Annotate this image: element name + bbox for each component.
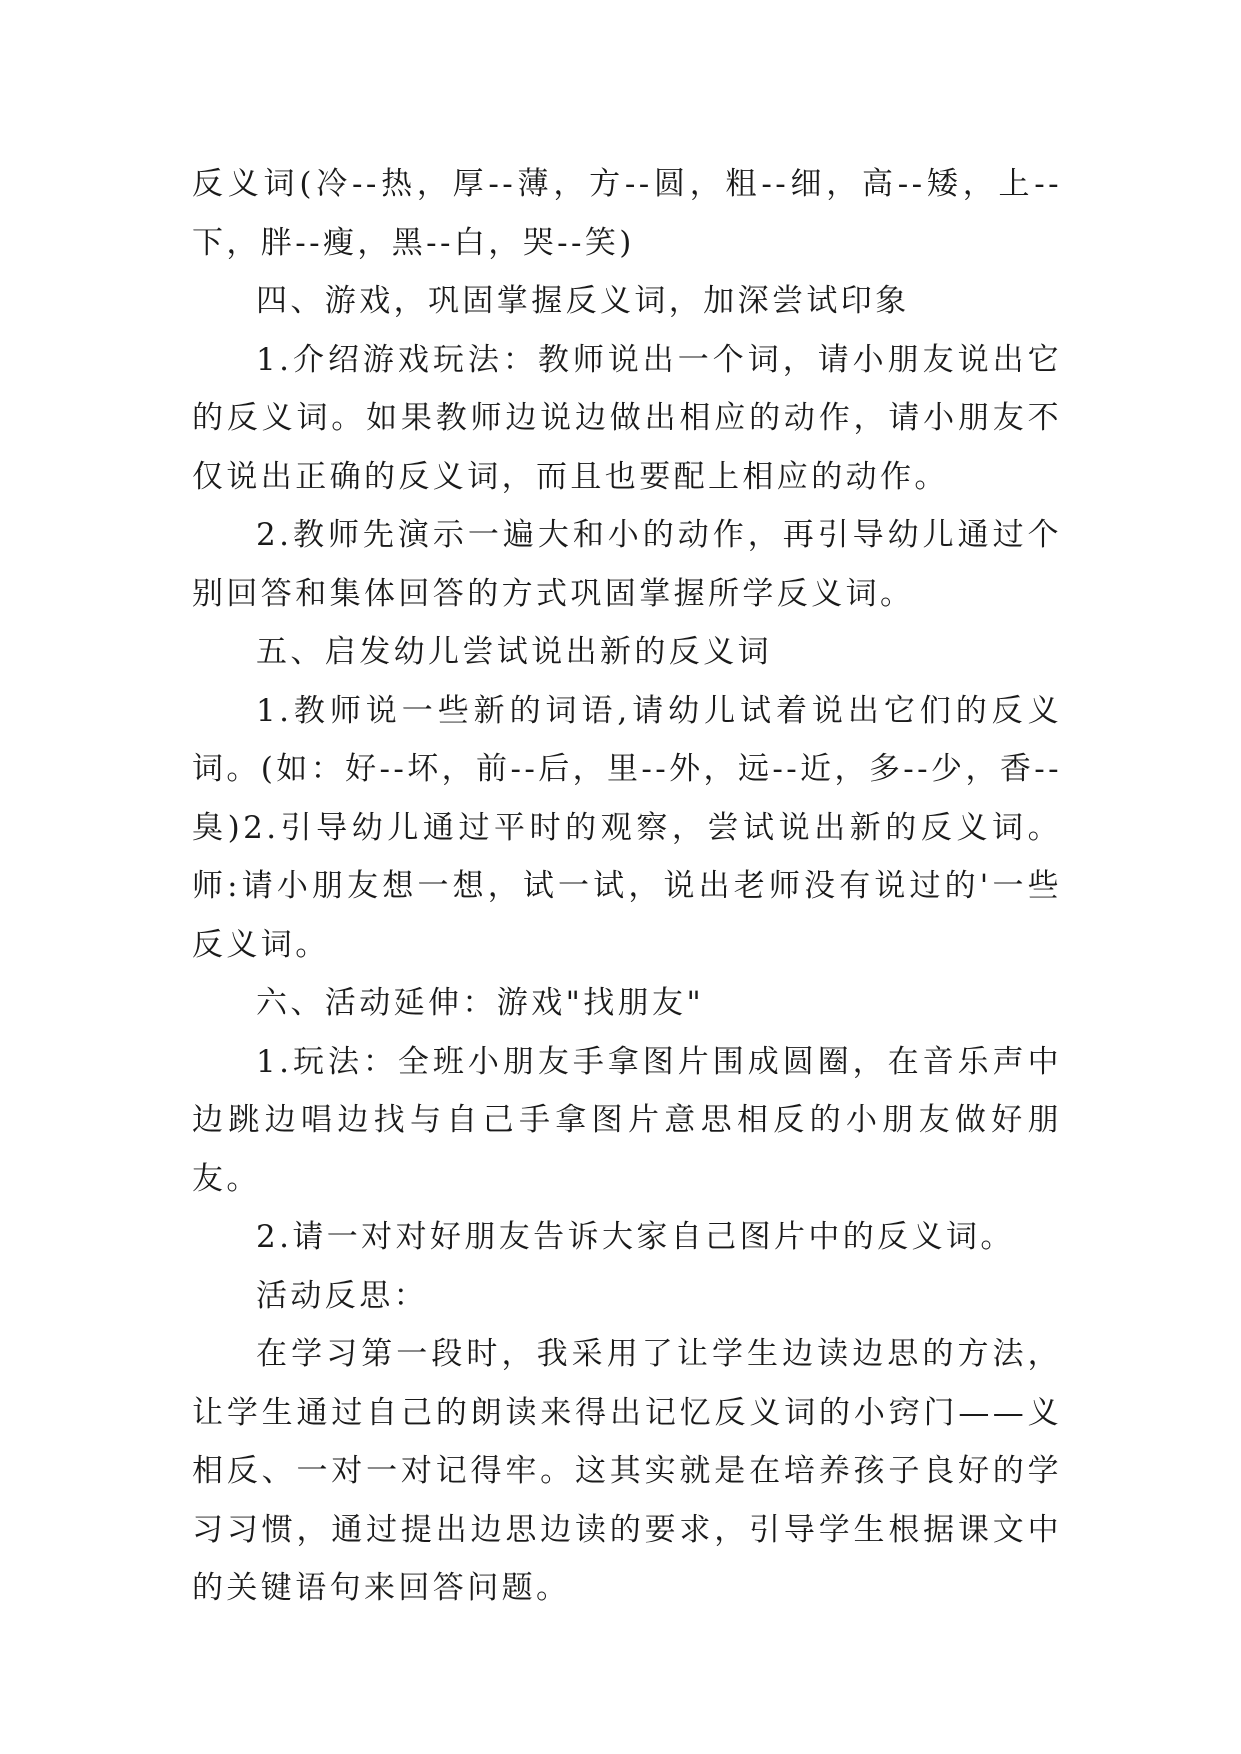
paragraph-reflection: 在学习第一段时，我采用了让学生边读边思的方法，让学生通过自己的朗读来得出记忆反义词的小窍门——义相反、一对一对记得牢。这其实就是在培养孩子良好的学习习惯，通过提出边思边读的要求，引导学生根据课文中的关键语句来回答问题。 [192, 1336, 1062, 1606]
section-heading-extension: 六、活动延伸：游戏"找朋友" [256, 985, 705, 1021]
section-heading-game: 四、游戏，巩固掌握反义词，加深尝试印象 [256, 283, 910, 319]
section-heading-reflection: 活动反思： [256, 1277, 428, 1314]
document-body [192, 155, 1062, 1618]
section-heading-new-antonyms: 五、启发幼儿尝试说出新的反义词 [256, 634, 772, 670]
paragraph-antonym-list: 反义词(冷--热，厚--薄，方--圆，粗--细，高--矮，上--下，胖--瘦，黑--白，哭--笑) [192, 166, 1062, 261]
paragraph-play-method: 1.玩法：全班小朋友手拿图片围成圆圈，在音乐声中边跳边唱边找与自己手拿图片意思相反的小朋友做好朋友。 [192, 1043, 1062, 1197]
paragraph-teacher-demo: 2.教师先演示一遍大和小的动作，再引导幼儿通过个别回答和集体回答的方式巩固掌握所学反义词。 [192, 517, 1062, 612]
paragraph-new-words: 1.教师说一些新的词语,请幼儿试着说出它们的反义词。(如：好--坏，前--后，里--外，远--近，多--少，香--臭)2.引导幼儿通过平时的观察，尝试说出新的反义词。 师:请小朋友想一想，试一试，说出老师没有说过的'一些反义词。 [192, 692, 1062, 963]
paragraph-pairs-tell: 2.请一对对好朋友告诉大家自己图片中的反义词。 [256, 1219, 1015, 1255]
paragraph-game-rules: 1.介绍游戏玩法：教师说出一个词，请小朋友说出它的反义词。如果教师边说边做出相应的动作，请小朋友不仅说出正确的反义词，而且也要配上相应的动作。 [192, 341, 1062, 495]
